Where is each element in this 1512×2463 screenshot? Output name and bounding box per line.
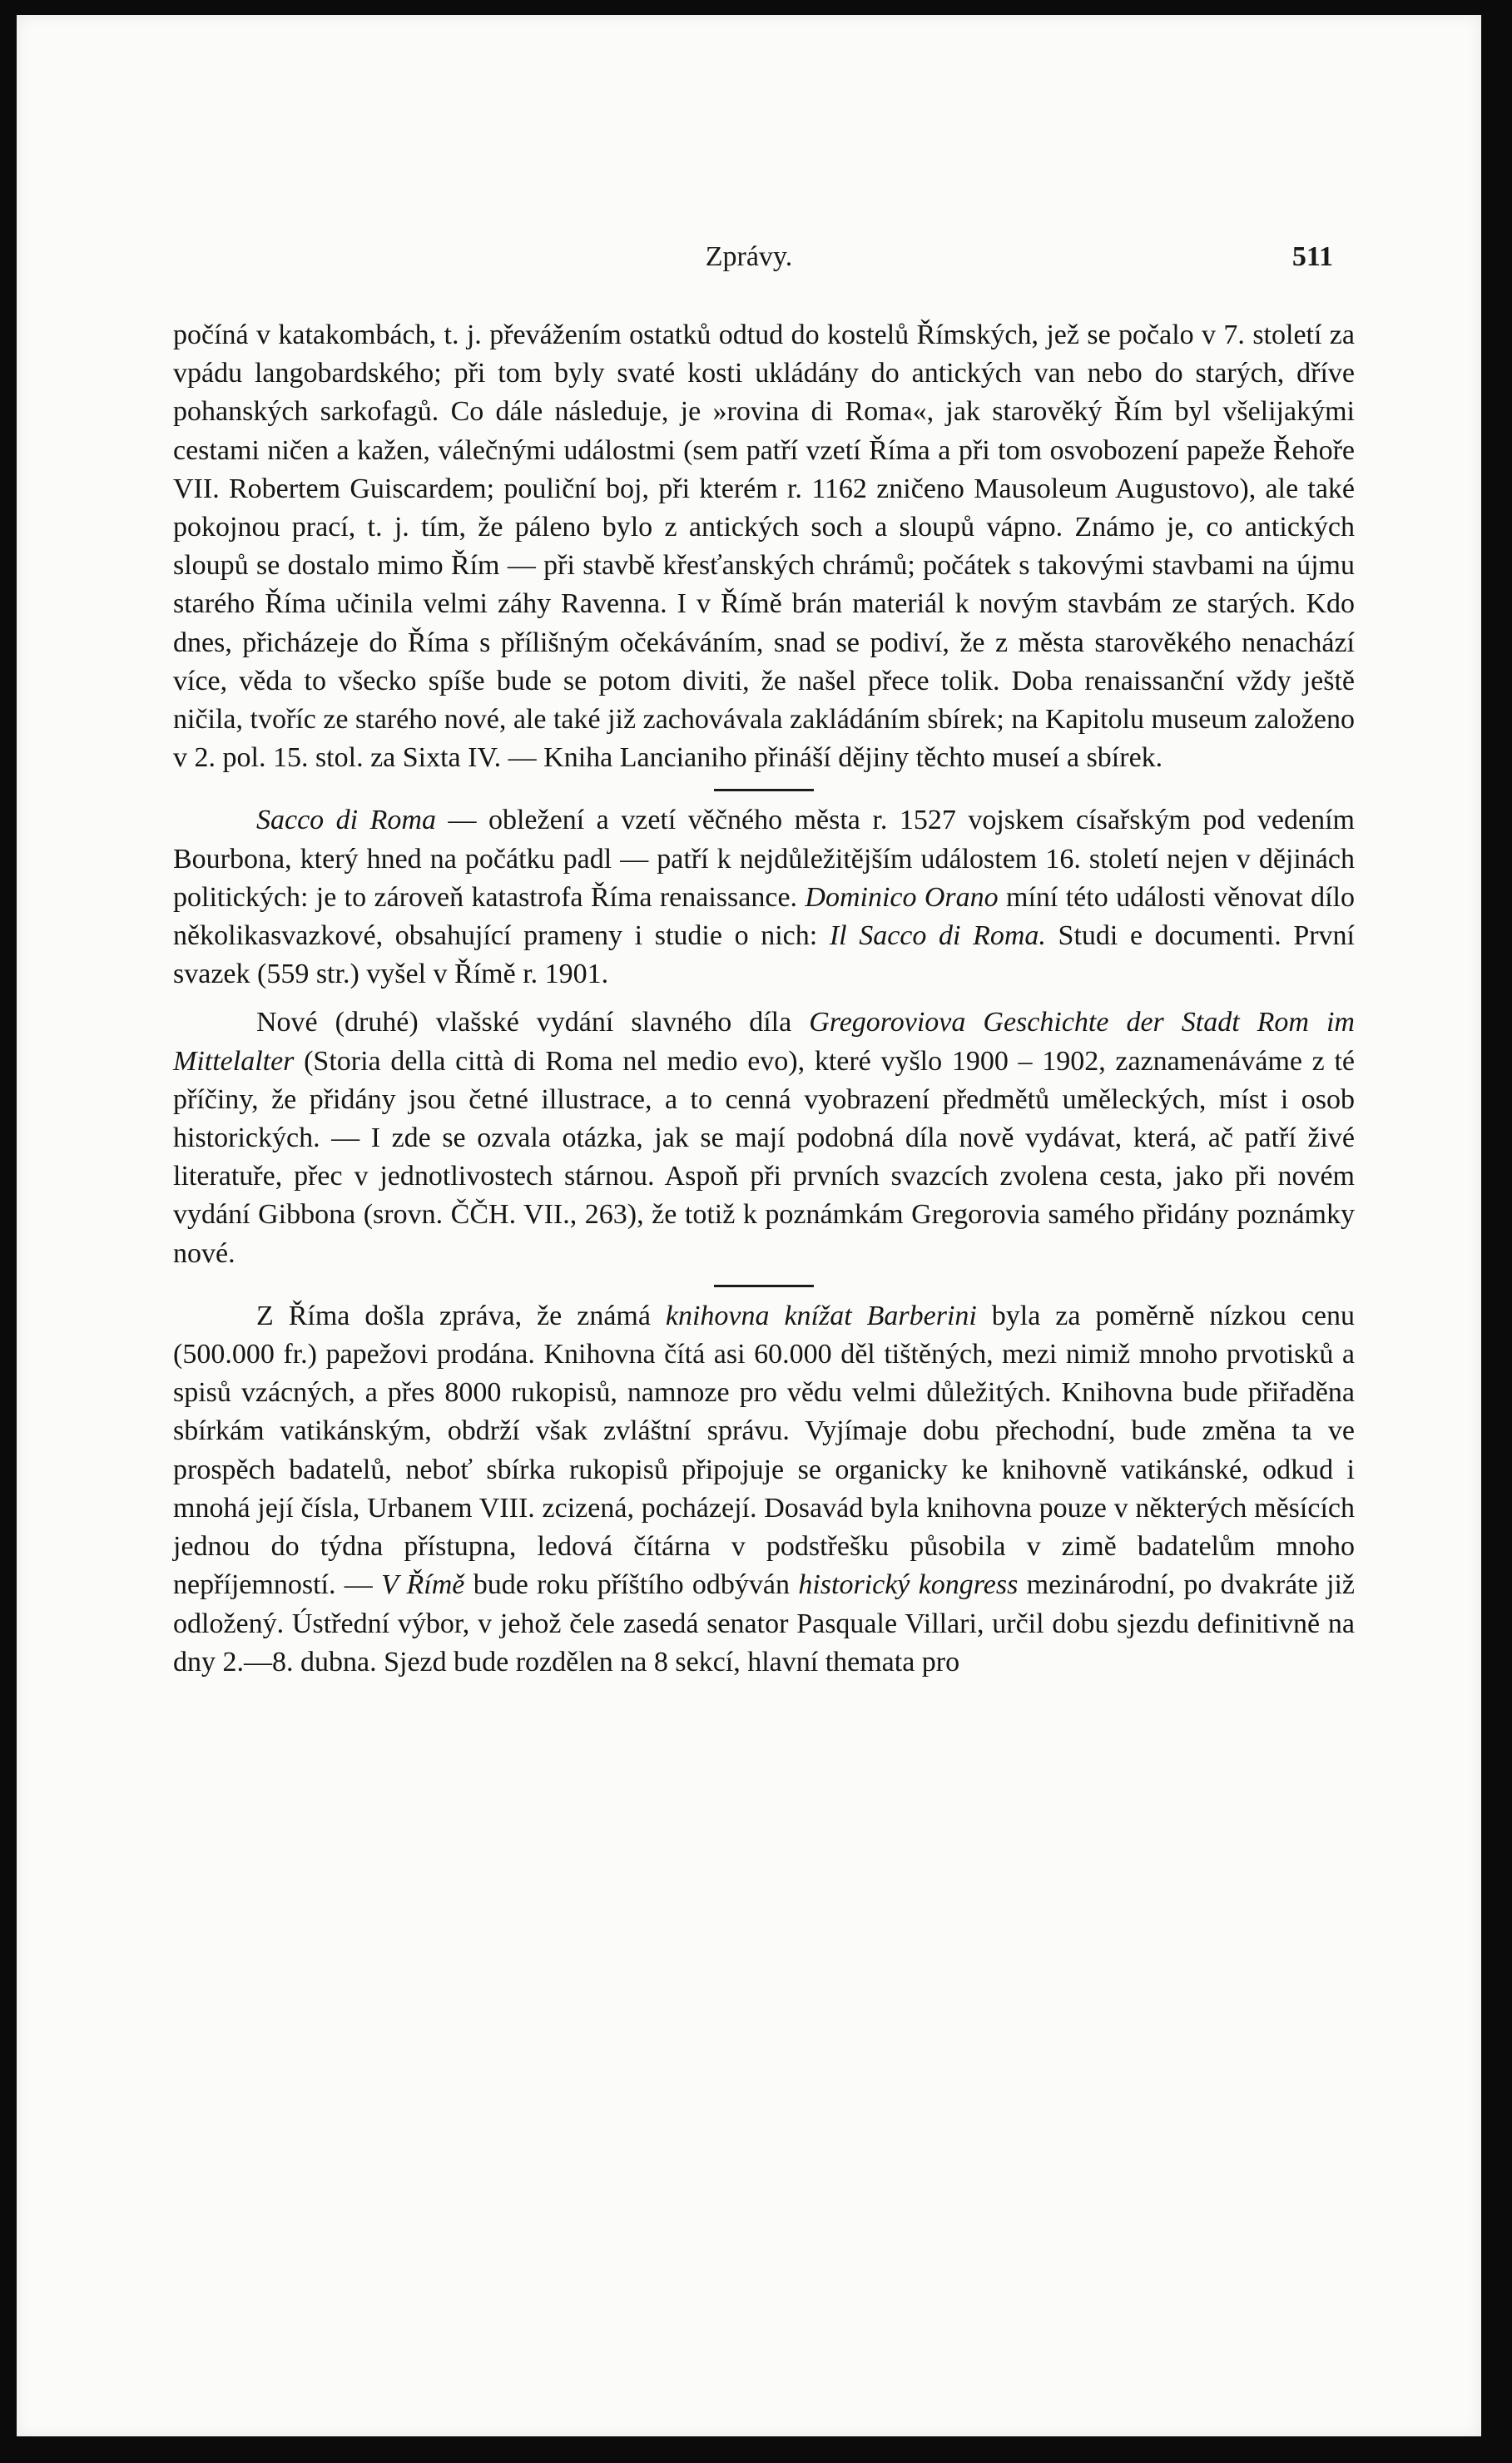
text-run: byla za poměrně nízkou cenu (500.000 fr.) papežovi prodána. Knihovna čítá asi 60.000 děl tištěných, mezi nimiž mnoho prvotisků a spisů vzácných, a přes 8000 rukopisů, namnoze pro vědu velmi důležitých. Knihovna bude přiřaděna sbírkám vatikánským, obdrží však zvláštní správu. Vyjímaje dobu přechodní, bude změna ta ve prospěch badatelů, neboť sbírka rukopisů připojuje se organicky ke knihovně vatikánské, odkud i mnohá její čísla, Urbanem VIII. zcizená, pocházejí. Dosavád byla knihovna pouze v některých měsících jednou do týdna přístupna, ledová čítárna v podstřešku působila v zimě badatelům mnoho nepříjemností. —: [173, 1300, 1355, 1601]
italic-text: Dominico Orano: [805, 881, 999, 913]
running-header: [17, 241, 1481, 283]
header-title: Zprávy.: [705, 241, 793, 272]
italic-text: knihovna knížat Barberini: [665, 1300, 977, 1331]
paragraph-gap: [173, 994, 1355, 1004]
italic-text: Gregoroviova Geschichte der Stadt Rom im Mittelalter: [173, 1007, 1355, 1077]
italic-text: V Římě: [381, 1569, 465, 1601]
text-run: míní této události věnovat dílo několikasvazkové, obsahující prameny i studie o nich:: [173, 881, 1355, 952]
paragraph: [173, 316, 1355, 777]
italic-text: Sacco di Roma: [256, 805, 436, 836]
section-divider: [714, 1285, 814, 1287]
text-run: mezinárodní, po dvakráte již odložený. Ústřední výbor, v jehož čele zasedá senator Pasquale Villari, určil dobu sjezdu definitivně na dny 2.—8. dubna. Sjezd bude rozdělen na 8 sekcí, hlavní themata pro: [173, 1569, 1355, 1678]
text-run: počíná v katakombách, t. j. převážením ostatků odtud do kostelů Římských, jež se počalo v 7. století za vpádu langobardského; při tom byly svaté kosti ukládány do antických van nebo do starých, dříve pohanských sarkofagů. Co dále následuje, je »rovina di Roma«, jak starověký Řím byl všelijakými cestami ničen a kažen, válečnými událostmi (sem patří vzetí Říma a při tom osvobození papeže Řehoře VII. Robertem Guiscardem; pouliční boj, při kterém r. 1162 zničeno Mausoleum Augustovo), ale také pokojnou prací, t. j. tím, že páleno bylo z antických soch a sloupů vápno. Známo je, co antických sloupů se dostalo mimo Řím — při stavbě křesťanských chrámů; počátek s takovými stavbami na újmu starého Říma učinila velmi záhy Ravenna. I v Římě brán materiál k novým stavbám ze starých. Kdo dnes, přicházeje do Říma s přílišným očekáváním, snad se podiví, že z města starověkého nenachází více, věda to všecko spíše bude se potom diviti, že našel přece tolik. Doba renaissanční vždy ještě ničila, tvoříc ze starého nové, ale také již zachovávala zakládáním sbírek; na Kapitolu museum založeno v 2. pol. 15. stol. za Sixta IV. — Kniha Lancianiho přináší dějiny těchto museí a sbírek.: [173, 320, 1355, 774]
text-run: — obležení a vzetí věčného města r. 1527 vojskem císařským pod vedením Bourbona, který hned na počátku padl — patří k nejdůležitějším událostem 16. století nejen v dějinách politických: je to zároveň katastrofa Říma renaissance.: [173, 805, 1355, 913]
italic-text: Il Sacco di Roma.: [829, 920, 1046, 952]
text-run: bude roku příštího odbýván: [464, 1569, 799, 1601]
page-number: 511: [1291, 241, 1333, 272]
paragraph: [173, 1004, 1355, 1272]
page-body: [173, 316, 1355, 1682]
paragraph: [173, 1297, 1355, 1682]
book-page: [17, 15, 1481, 2436]
text-run: Z Říma došla zpráva, že známá: [256, 1300, 666, 1331]
text-run: Nové (druhé) vlašské vydání slavného díla: [256, 1007, 810, 1038]
paragraph: [173, 801, 1355, 994]
text-run: Studi e documenti. První svazek (559 str.) vyšel v Římě r. 1901.: [173, 920, 1355, 990]
section-divider: [714, 789, 814, 791]
text-run: (Storia della città di Roma nel medio evo), které vyšlo 1900 – 1902, zaznamenáváme z té příčiny, že přidány jsou četné illustrace, a to cenná vyobrazení předmětů uměleckých, míst i osob historických. — I zde se ozvala otázka, jak se mají podobná díla nově vydávat, která, ač patří živé literatuře, přec v jednotlivostech stárnou. Aspoň při prvních svazcích zvolena cesta, jako při novém vydání Gibbona (srovn. ČČH. VII., 263), že totiž k poznámkám Gregorovia samého přidány poznámky nové.: [173, 1045, 1355, 1269]
italic-text: historický kongress: [798, 1569, 1019, 1601]
